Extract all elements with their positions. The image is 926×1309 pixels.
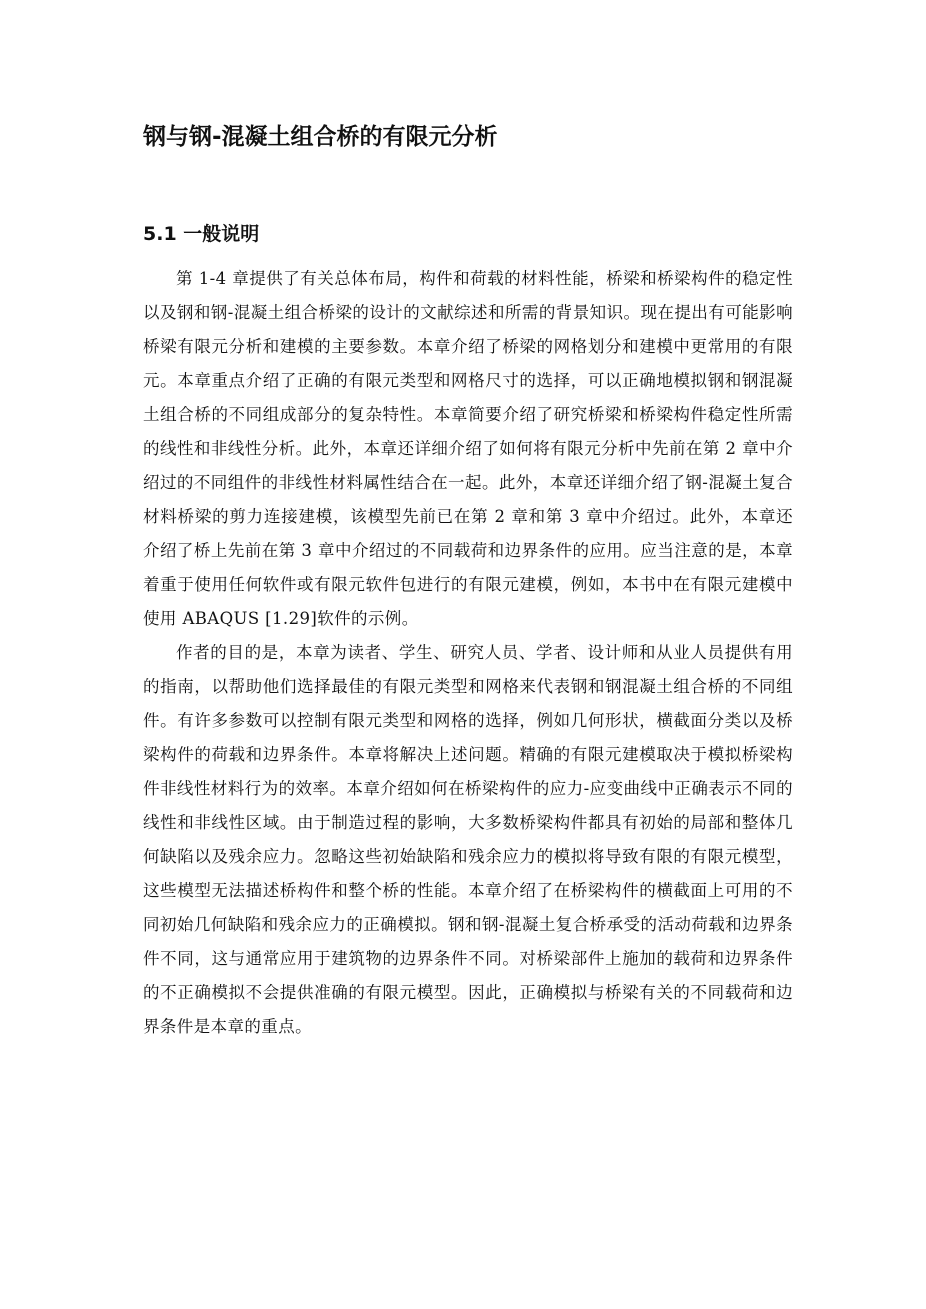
section-body	[143, 262, 793, 1044]
document-title: 钢与钢-混凝土组合桥的有限元分析	[143, 124, 498, 150]
paragraph-1: 第 1-4 章提供了有关总体布局，构件和荷载的材料性能，桥梁和桥梁构件的稳定性以及钢和钢-混凝土组合桥梁的设计的文献综述和所需的背景知识。现在提出有可能影响桥梁有限元分析和建模的主要参数。本章介绍了桥梁的网格划分和建模中更常用的有限元。本章重点介绍了正确的有限元类型和网格尺寸的选择，可以正确地模拟钢和钢混凝土组合桥的不同组成部分的复杂特性。本章简要介绍了研究桥梁和桥梁构件稳定性所需的线性和非线性分析。此外，本章还详细介绍了如何将有限元分析中先前在第 2 章中介绍过的不同组件的非线性材料属性结合在一起。此外，本章还详细介绍了钢-混凝土复合材料桥梁的剪力连接建模，该模型先前已在第 2 章和第 3 章中介绍过。此外，本章还介绍了桥上先前在第 3 章中介绍过的不同载荷和边界条件的应用。应当注意的是，本章着重于使用任何软件或有限元软件包进行的有限元建模，例如，本书中在有限元建模中使用 ABAQUS [1.29]软件的示例。	[143, 269, 793, 628]
paragraph-2: 作者的目的是，本章为读者、学生、研究人员、学者、设计师和从业人员提供有用的指南，以帮助他们选择最佳的有限元类型和网格来代表钢和钢混凝土组合桥的不同组件。有许多参数可以控制有限元类型和网格的选择，例如几何形状，横截面分类以及桥梁构件的荷载和边界条件。本章将解决上述问题。精确的有限元建模取决于模拟桥梁构件非线性材料行为的效率。本章介绍如何在桥梁构件的应力-应变曲线中正确表示不同的线性和非线性区域。由于制造过程的影响，大多数桥梁构件都具有初始的局部和整体几何缺陷以及残余应力。忽略这些初始缺陷和残余应力的模拟将导致有限的有限元模型，这些模型无法描述桥构件和整个桥的性能。本章介绍了在桥梁构件的横截面上可用的不同初始几何缺陷和残余应力的正确模拟。钢和钢-混凝土复合桥承受的活动荷载和边界条件不同，这与通常应用于建筑物的边界条件不同。对桥梁部件上施加的载荷和边界条件的不正确模拟不会提供准确的有限元模型。因此，正确模拟与桥梁有关的不同载荷和边界条件是本章的重点。	[143, 643, 793, 1036]
section-heading: 5.1 一般说明	[143, 223, 260, 245]
